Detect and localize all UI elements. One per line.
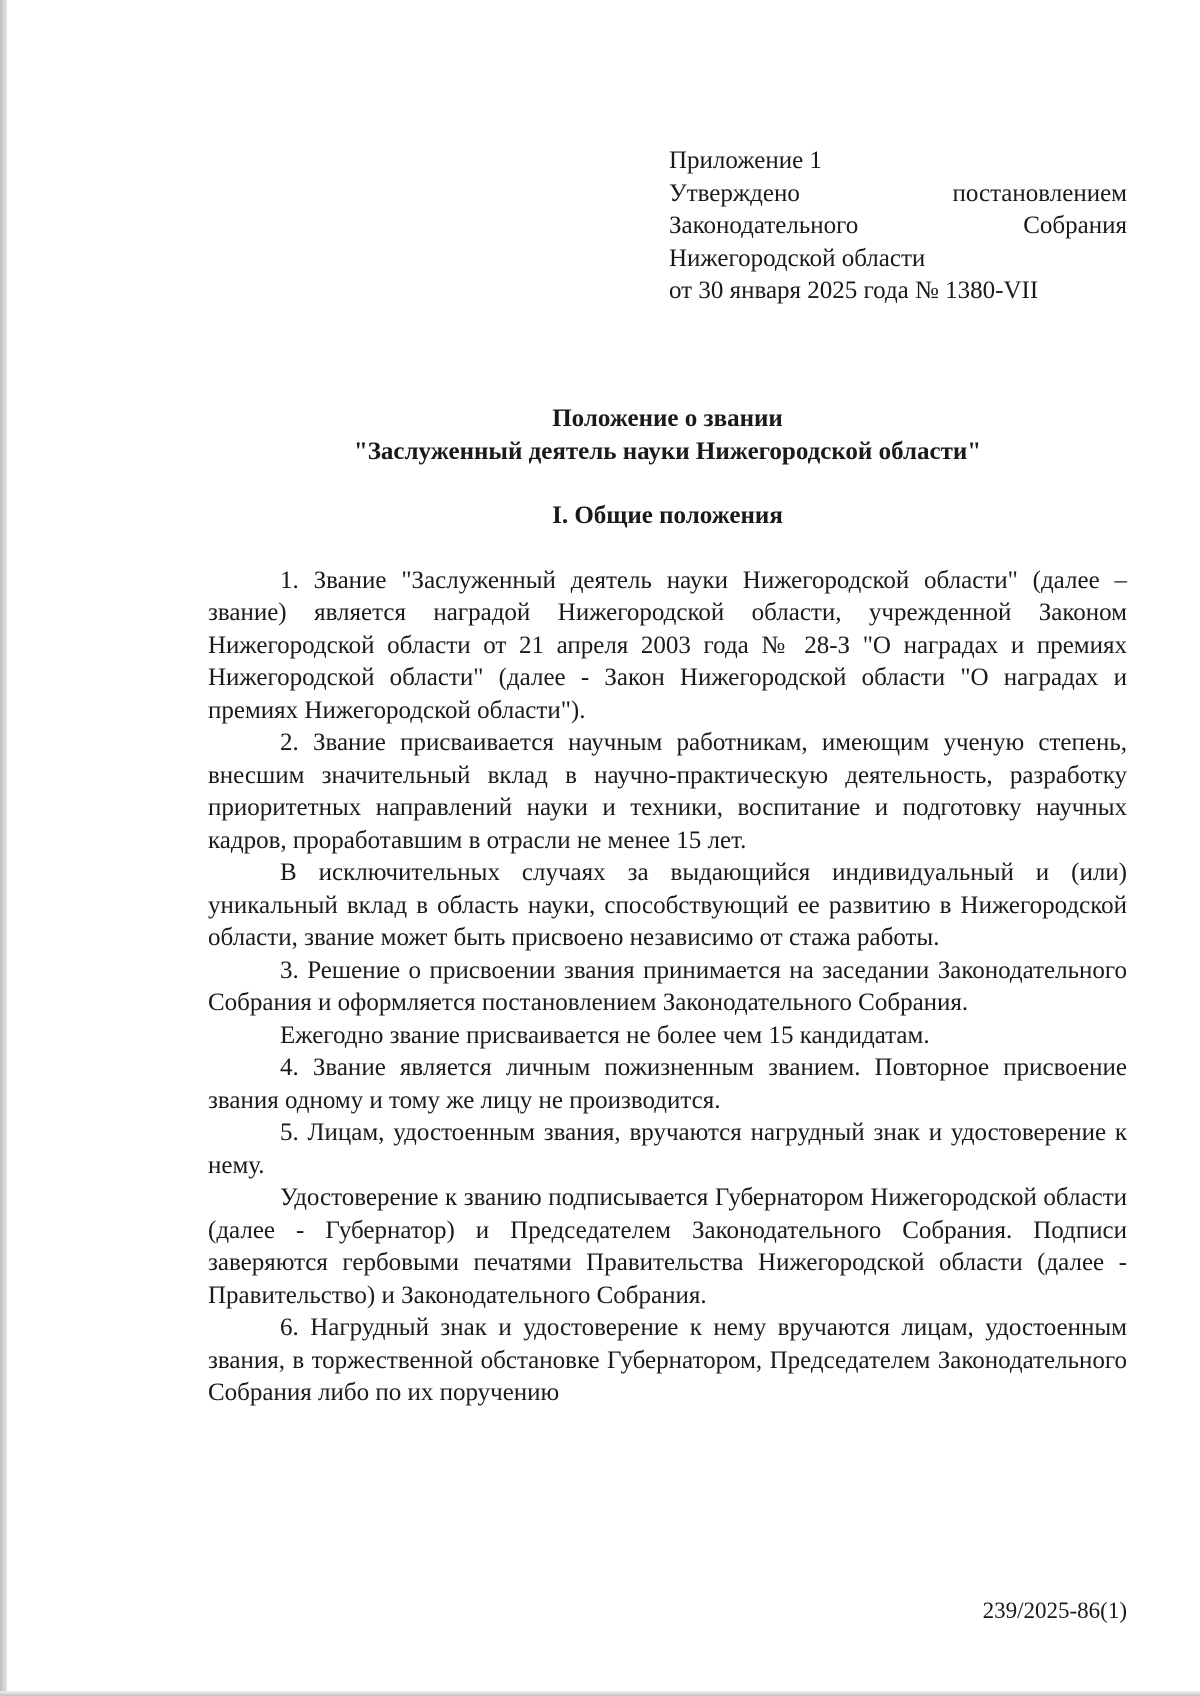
resolution-word: постановлением bbox=[952, 179, 1127, 207]
section-heading: I. Общие положения bbox=[552, 502, 783, 529]
paragraph-3-annual-limit: Ежегодно звание присваивается не более чем 15 кандидатам. bbox=[280, 1021, 930, 1049]
paragraph-2-exception: В исключительных случаях за выдающийся индивидуальный и (или) уникальный вклад в область науки, способствующий ее развитию в Нижегородской области, звание может быть присвоено независимо от стажа работы. bbox=[208, 859, 1127, 951]
paragraph-4: 4. Звание является личным пожизненным званием. Повторное присвоение звания одному и тому же лицу не производится. bbox=[208, 1054, 1127, 1114]
approved-word: Утверждено bbox=[669, 179, 800, 207]
approval-region: Нижегородской области bbox=[669, 244, 926, 272]
paragraph-2: 2. Звание присваивается научным работникам, имеющим ученую степень, внесшим значительный вклад в научно-практическую деятельность, разработку приоритетных направлений науки и техники, воспитание и подготовку научных кадров, проработавшим в отрасли не менее 15 лет. bbox=[208, 729, 1127, 854]
scan-edge-bottom bbox=[0, 1691, 1200, 1696]
paragraph-5-certificate: Удостоверение к званию подписывается Губернатором Нижегородской области (далее - Губернатор) и Председателем Законодательного Собрания. Подписи заверяются гербовыми печатями Правительства Нижегородской области (далее - Правительство) и Законодательного Собрания. bbox=[208, 1184, 1127, 1309]
document-content bbox=[208, 403, 1127, 1410]
title-line-2: "Заслуженный деятель науки Нижегородской области" bbox=[353, 437, 982, 465]
paragraph-1: 1. Звание "Заслуженный деятель науки Нижегородской области" (далее – звание) является наградой Нижегородской области, учрежденной Законом Нижегородской области от 21 апреля 2003 года № 28-З "О наградах и премиях Нижегородской области" (далее - Закон Нижегородской области "О наградах и премиях Нижегородской области"). bbox=[208, 566, 1127, 724]
paragraph-3: 3. Решение о присвоении звания принимается на заседании Законодательного Собрания и оформляется постановлением Законодательного Собрания. bbox=[208, 956, 1127, 1016]
document-title bbox=[208, 403, 1127, 468]
legislative-word: Законодательного bbox=[669, 212, 859, 239]
approval-line-approved bbox=[669, 178, 1127, 211]
approval-line-assembly bbox=[669, 210, 1127, 243]
paragraph-5: 5. Лицам, удостоенным звания, вручаются нагрудный знак и удостоверение к нему. bbox=[208, 1119, 1127, 1179]
paragraph-6: 6. Нагрудный знак и удостоверение к нему вручаются лицам, удостоенным звания, в торжественной обстановке Губернатором, Председателем Законодательного Собрания либо по их поручению bbox=[208, 1314, 1127, 1406]
title-line-1: Положение о звании bbox=[552, 405, 783, 432]
approval-block bbox=[669, 145, 1127, 308]
assembly-word: Собрания bbox=[1023, 212, 1127, 239]
scan-edge-left bbox=[0, 0, 7, 1696]
approval-date-number: от 30 января 2025 года № 1380-VII bbox=[669, 277, 1039, 304]
document-code: 239/2025-86(1) bbox=[982, 1598, 1127, 1623]
appendix-number: Приложение 1 bbox=[669, 147, 822, 174]
